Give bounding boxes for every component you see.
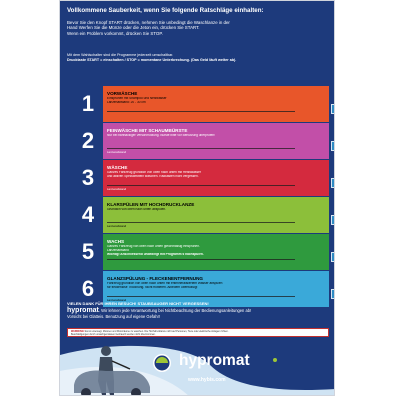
program-number: 4 <box>81 202 95 227</box>
program-number: 3 <box>81 165 95 190</box>
liability-line: . Wir lehnen jede Verantwortung bei Nichtbeachtung der Bedienungsanleitungen ab! <box>98 308 252 313</box>
description-line: Nur bei hartnäckiger Verschmutzung. Bürste bitte vor Benutzung überprüfen! <box>107 134 216 137</box>
distance-caption: Lanzenabstand <box>107 186 127 191</box>
description-line: Einsprühen mit Shampoo und Netzwasser <box>107 97 167 100</box>
description-line: Ganzes Fahrzeug gründlich von oben nach unten mit Heisswasser <box>107 171 201 174</box>
liability-brand: hypromat <box>67 307 99 314</box>
description-line: Ganzes Fahrzeug von oben nach unten gleichmässig einsprühen. <box>107 245 200 248</box>
program-description <box>107 171 267 179</box>
distance-caption: Lanzenabstand: 20 - 30 cm <box>107 100 146 104</box>
description-line: Gründlich von oben nach unten abspülen. <box>107 208 167 211</box>
hypromat-logo-icon <box>153 354 171 372</box>
description-line: Fahrzeug gründlich von oben nach unten mit entmineralisiertem Wasser abspülen <box>107 282 223 285</box>
warning-line: Beschädigungen durch unsachgemässen Gebrauch werden nicht übernommen. <box>71 333 156 337</box>
program-title: KLARSPÜLEN MIT HOCHDRUCKLANZE <box>107 202 195 207</box>
program-number: 1 <box>81 91 95 116</box>
program-button-icon <box>331 141 335 151</box>
program-title: VORWÄSCHE <box>107 91 138 96</box>
distance-line <box>107 222 295 223</box>
distance-line <box>107 148 295 149</box>
distance-caption: Lanzenabstand <box>107 297 127 302</box>
intro-line: Wenn ein Problem vorkommt, drücken Sie STOP. <box>67 30 163 36</box>
important-note: Wichtig! Anschliessend unbedingt mit Programm 6 nachspülen. <box>107 252 204 256</box>
program-number: 2 <box>81 128 95 153</box>
selector-note <box>67 53 331 63</box>
program-description <box>107 97 267 105</box>
warning-box <box>67 328 329 337</box>
intro-line: Bevor Sie den Knopf START drücken, nehmen Sie unbedingt die Waschlanze in der <box>67 20 230 25</box>
footer-url: www.hybis.com <box>188 377 226 383</box>
distance-line <box>107 296 295 297</box>
distance-line <box>107 185 295 186</box>
note-line: Mit dem Wahlschalter sind die Programme jederzeit umschaltbar. <box>67 53 174 57</box>
liability-notice <box>67 308 331 319</box>
instruction-poster <box>59 0 335 396</box>
program-number: 5 <box>81 239 95 264</box>
program-description <box>107 134 267 138</box>
program-title: WACHS <box>107 239 125 244</box>
program-button-icon <box>331 252 335 262</box>
program-panel-feinwaesche <box>103 123 329 159</box>
program-title: GLANZSPÜLUNG - FLECKENENTFERNUNG <box>107 276 203 281</box>
program-description <box>107 208 267 212</box>
warning-label: WARNUNG! <box>71 330 85 333</box>
program-panel-vorwaesche <box>103 86 329 122</box>
program-panel-klarspuelen <box>103 197 329 233</box>
footer-logo: hypromat <box>179 352 250 369</box>
distance-line <box>107 259 295 260</box>
program-panel-waesche <box>103 160 329 196</box>
program-title: FEINWÄSCHE MIT SCHAUMBÜRSTE <box>107 128 188 133</box>
distance-caption: Lanzenabstand <box>107 248 129 252</box>
distance-line <box>107 111 295 112</box>
program-panel-wachs <box>103 234 329 270</box>
program-description <box>107 282 267 290</box>
program-button-icon <box>331 178 335 188</box>
logo-dot-icon <box>273 358 277 362</box>
distance-caption: Lanzenabstand <box>107 223 127 228</box>
thank-you-text: VIELEN DANK FÜR IHREN BESUCH! STAUBSAUGER NICHT VERGESSEN! <box>67 301 209 306</box>
distance-caption: Lanzenabstand <box>107 149 127 154</box>
description-line: für fleckenlose Trocknung. Nicht frottieren. Abledern überflüssig! <box>107 285 198 289</box>
intro-line: Hand Werfen Sie die Münze oder die Jeton ein, drücken Sie START. <box>67 25 200 31</box>
intro-text <box>67 20 331 36</box>
poster-title: Vollkommene Sauberkeit, wenn Sie folgende Ratschläge einhalten: <box>67 7 264 14</box>
program-number: 6 <box>81 276 95 301</box>
description-line: und aktiven Spezialmitteln waschen. Radkästen nicht vergessen. <box>107 174 199 178</box>
liability-line: Vorsicht bei Glatteis. Benutzung auf eigene Gefahr! <box>67 313 161 319</box>
note-line-bold: Drucktaste START = einschalten / STOP = momentane Unterbrechung. (Das Geld läuft weiter ab). <box>67 57 237 62</box>
program-button-icon <box>331 215 335 225</box>
program-description <box>107 245 267 257</box>
program-button-icon <box>331 289 335 299</box>
program-title: WÄSCHE <box>107 165 128 170</box>
program-button-icon <box>331 104 335 114</box>
warning-line: Es ist untersagt, Motoren und Motorräume zu waschen. Die Hochdrucklanze nicht auf Personen, Tiere oder elektrische Anlagen richten. <box>85 330 229 333</box>
